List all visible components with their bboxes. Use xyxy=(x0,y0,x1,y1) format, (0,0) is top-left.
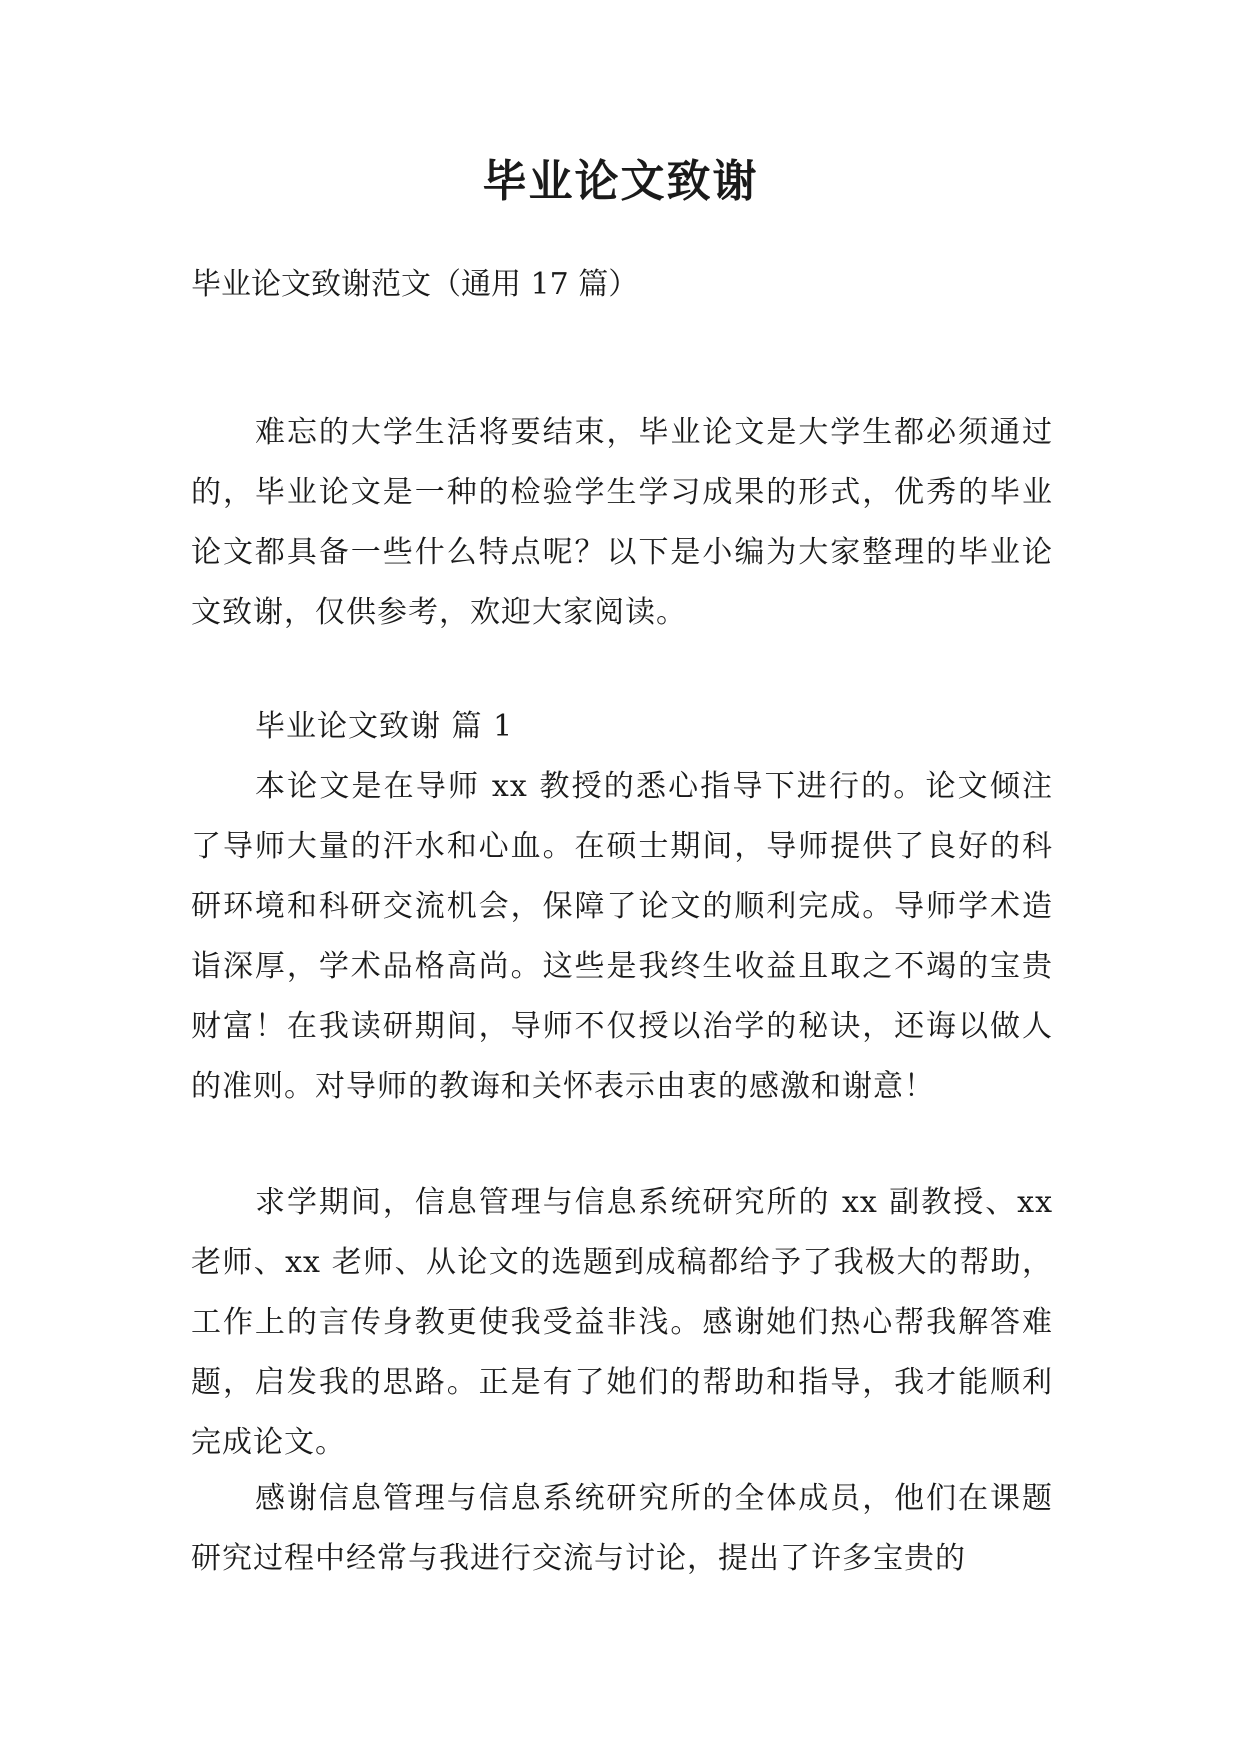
body-paragraph: 感谢信息管理与信息系统研究所的全体成员，他们在课题研究过程中经常与我进行交流与讨论，提出了许多宝贵的 xyxy=(191,1481,1053,1576)
intro-paragraph: 难忘的大学生活将要结束，毕业论文是大学生都必须通过的，毕业论文是一种的检验学生学习成果的形式，优秀的毕业论文都具备一些什么特点呢？以下是小编为大家整理的毕业论文致谢，仅供参考，欢迎大家阅读。 xyxy=(191,415,1053,630)
body-paragraph: 本论文是在导师 xx 教授的悉心指导下进行的。论文倾注了导师大量的汗水和心血。在硕士期间，导师提供了良好的科研环境和科研交流机会，保障了论文的顺利完成。导师学术造诣深厚，学术品格高尚。这些是我终生收益且取之不竭的宝贵财富！在我读研期间，导师不仅授以治学的秘诀，还诲以做人的准则。对导师的教诲和关怀表示由衷的感激和谢意！ xyxy=(191,769,1053,1104)
document-subtitle: 毕业论文致谢范文（通用 17 篇） xyxy=(191,267,639,302)
section-heading: 毕业论文致谢 篇 1 xyxy=(255,709,514,744)
document-title: 毕业论文致谢 xyxy=(482,156,759,207)
body-paragraph: 求学期间，信息管理与信息系统研究所的 xx 副教授、xx 老师、xx 老师、从论文的选题到成稿都给予了我极大的帮助，工作上的言传身教更使我受益非浅。感谢她们热心帮我解答难题，启发我的思路。正是有了她们的帮助和指导，我才能顺利完成论文。 xyxy=(191,1185,1053,1460)
